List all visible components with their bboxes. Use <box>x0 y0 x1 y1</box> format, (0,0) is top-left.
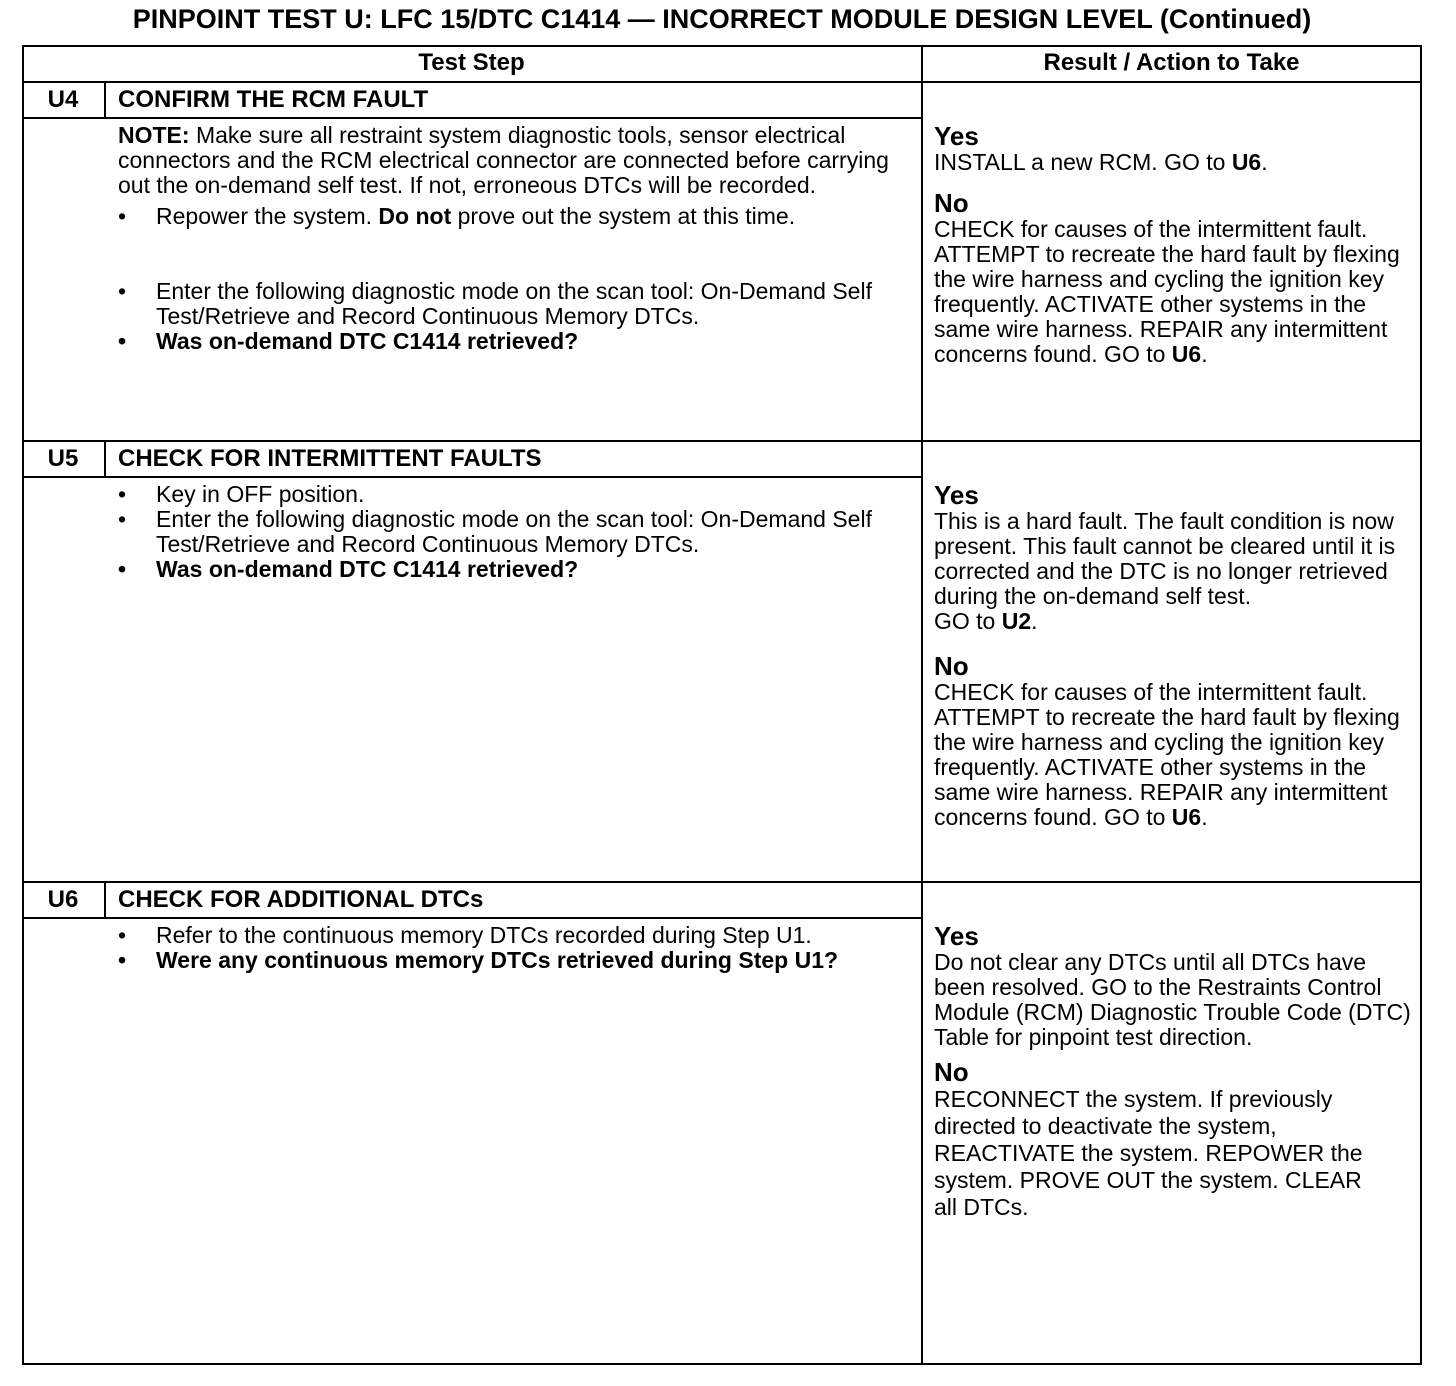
u5-result <box>934 481 1420 830</box>
yes-label: Yes <box>934 121 979 151</box>
bullet-text: Enter the following diagnostic mode on the scan tool: On-Demand Self Test/Retrieve and Record Continuous Memory DTCs. <box>156 506 872 557</box>
header-result: Result / Action to Take <box>1043 49 1300 76</box>
bullet-text: Key in OFF position. <box>156 481 365 507</box>
goto-link: U6 <box>1171 804 1202 830</box>
bullet-icon: • <box>118 556 127 582</box>
bullet-text: Refer to the continuous memory DTCs recorded during Step U1. <box>156 922 812 948</box>
goto-link: U6 <box>1171 341 1202 367</box>
step-number-u4: U4 <box>47 86 79 113</box>
note-text: Make sure all restraint system diagnostic tools, sensor electrical connectors and the RCM electrical connector are connected before carrying out the on-demand self test. If not, erroneous DTCs will be recorded. <box>118 122 889 198</box>
goto-link: U6 <box>1231 149 1262 175</box>
u6-result <box>934 922 1420 1221</box>
no-label: No <box>934 1057 969 1087</box>
page-title: PINPOINT TEST U: LFC 15/DTC C1414 — INCORRECT MODULE DESIGN LEVEL (Continued) <box>132 4 1312 34</box>
step-number-u6: U6 <box>47 886 79 913</box>
bullet-text: prove out the system at this time. <box>451 203 796 229</box>
list-item <box>118 279 908 329</box>
header-test-step: Test Step <box>418 49 525 76</box>
no-text: CHECK for causes of the intermittent fault. ATTEMPT to recreate the hard fault by flexing the wire harness and cycling the ignition key frequently. ACTIVATE other systems in the same wire harness. REPAIR any intermittent concerns found. GO to <box>934 679 1400 830</box>
u4-num-divider <box>104 82 106 117</box>
u5-title-divider <box>22 476 921 478</box>
period: . <box>1201 341 1208 367</box>
bullet-icon: • <box>118 278 127 304</box>
no-label: No <box>934 188 969 218</box>
no-action <box>934 680 1420 830</box>
u4-instructions <box>118 123 908 354</box>
period: . <box>1201 804 1208 830</box>
bullet-question: Was on-demand DTC C1414 retrieved? <box>156 556 579 582</box>
yes-action <box>934 609 1420 634</box>
period: . <box>1031 608 1038 634</box>
bullet-emphasis: Do not <box>378 203 452 229</box>
yes-text: Do not clear any DTCs until all DTCs have been resolved. GO to the Restraints Control Module (RCM) Diagnostic Trouble Code (DTC) Table for pinpoint test direction. <box>934 949 1411 1050</box>
bullet-icon: • <box>118 328 127 354</box>
list-item <box>118 204 908 229</box>
list-item <box>118 329 908 354</box>
yes-action <box>934 150 1420 175</box>
u4-title-divider <box>22 117 921 119</box>
list-item <box>118 507 908 557</box>
yes-text: INSTALL a new RCM. GO to <box>934 149 1232 175</box>
bullet-text: Enter the following diagnostic mode on the scan tool: On-Demand Self Test/Retrieve and Record Continuous Memory DTCs. <box>156 278 872 329</box>
yes-label: Yes <box>934 480 979 510</box>
list-item <box>118 482 908 507</box>
step-title-u6: CHECK FOR ADDITIONAL DTCs <box>118 886 484 913</box>
bullet-icon: • <box>118 203 127 229</box>
bullet-question: Was on-demand DTC C1414 retrieved? <box>156 328 579 354</box>
bullet-icon: • <box>118 481 127 507</box>
no-action <box>934 217 1420 367</box>
bullet-icon: • <box>118 506 127 532</box>
u4-note <box>118 123 908 198</box>
u6-title-divider <box>22 917 921 919</box>
note-label: NOTE: <box>118 122 190 148</box>
list-item <box>118 557 908 582</box>
bullet-text: Repower the system. <box>156 203 379 229</box>
u6-num-divider <box>104 882 106 917</box>
step-title-u4: CONFIRM THE RCM FAULT <box>118 86 429 113</box>
u6-instructions <box>118 923 878 973</box>
u4-result <box>934 122 1420 367</box>
bullet-icon: • <box>118 922 127 948</box>
yes-label: Yes <box>934 921 979 951</box>
list-item <box>118 948 878 973</box>
goto-link: U2 <box>1001 608 1032 634</box>
u5-num-divider <box>104 441 106 476</box>
no-text: CHECK for causes of the intermittent fault. ATTEMPT to recreate the hard fault by flexing the wire harness and cycling the ignition key frequently. ACTIVATE other systems in the same wire harness. REPAIR any intermittent concerns found. GO to <box>934 216 1400 367</box>
step-title-u5: CHECK FOR INTERMITTENT FAULTS <box>118 445 542 472</box>
column-divider <box>921 45 923 1365</box>
yes-text: This is a hard fault. The fault condition is now present. This fault cannot be cleared until it is corrected and the DTC is no longer retrieved during the on-demand self test. <box>934 508 1396 609</box>
no-label: No <box>934 651 969 681</box>
period: . <box>1261 149 1268 175</box>
no-text: RECONNECT the system. If previously directed to deactivate the system, REACTIVATE the system. REPOWER the system. PROVE OUT the system. CLEAR all DTCs. <box>934 1086 1363 1220</box>
bullet-question: Were any continuous memory DTCs retrieved during Step U1? <box>156 947 839 973</box>
step-number-u5: U5 <box>47 445 79 472</box>
bullet-icon: • <box>118 947 127 973</box>
u5-instructions <box>118 482 908 582</box>
list-item <box>118 923 878 948</box>
goto-text: GO to <box>934 608 1002 634</box>
